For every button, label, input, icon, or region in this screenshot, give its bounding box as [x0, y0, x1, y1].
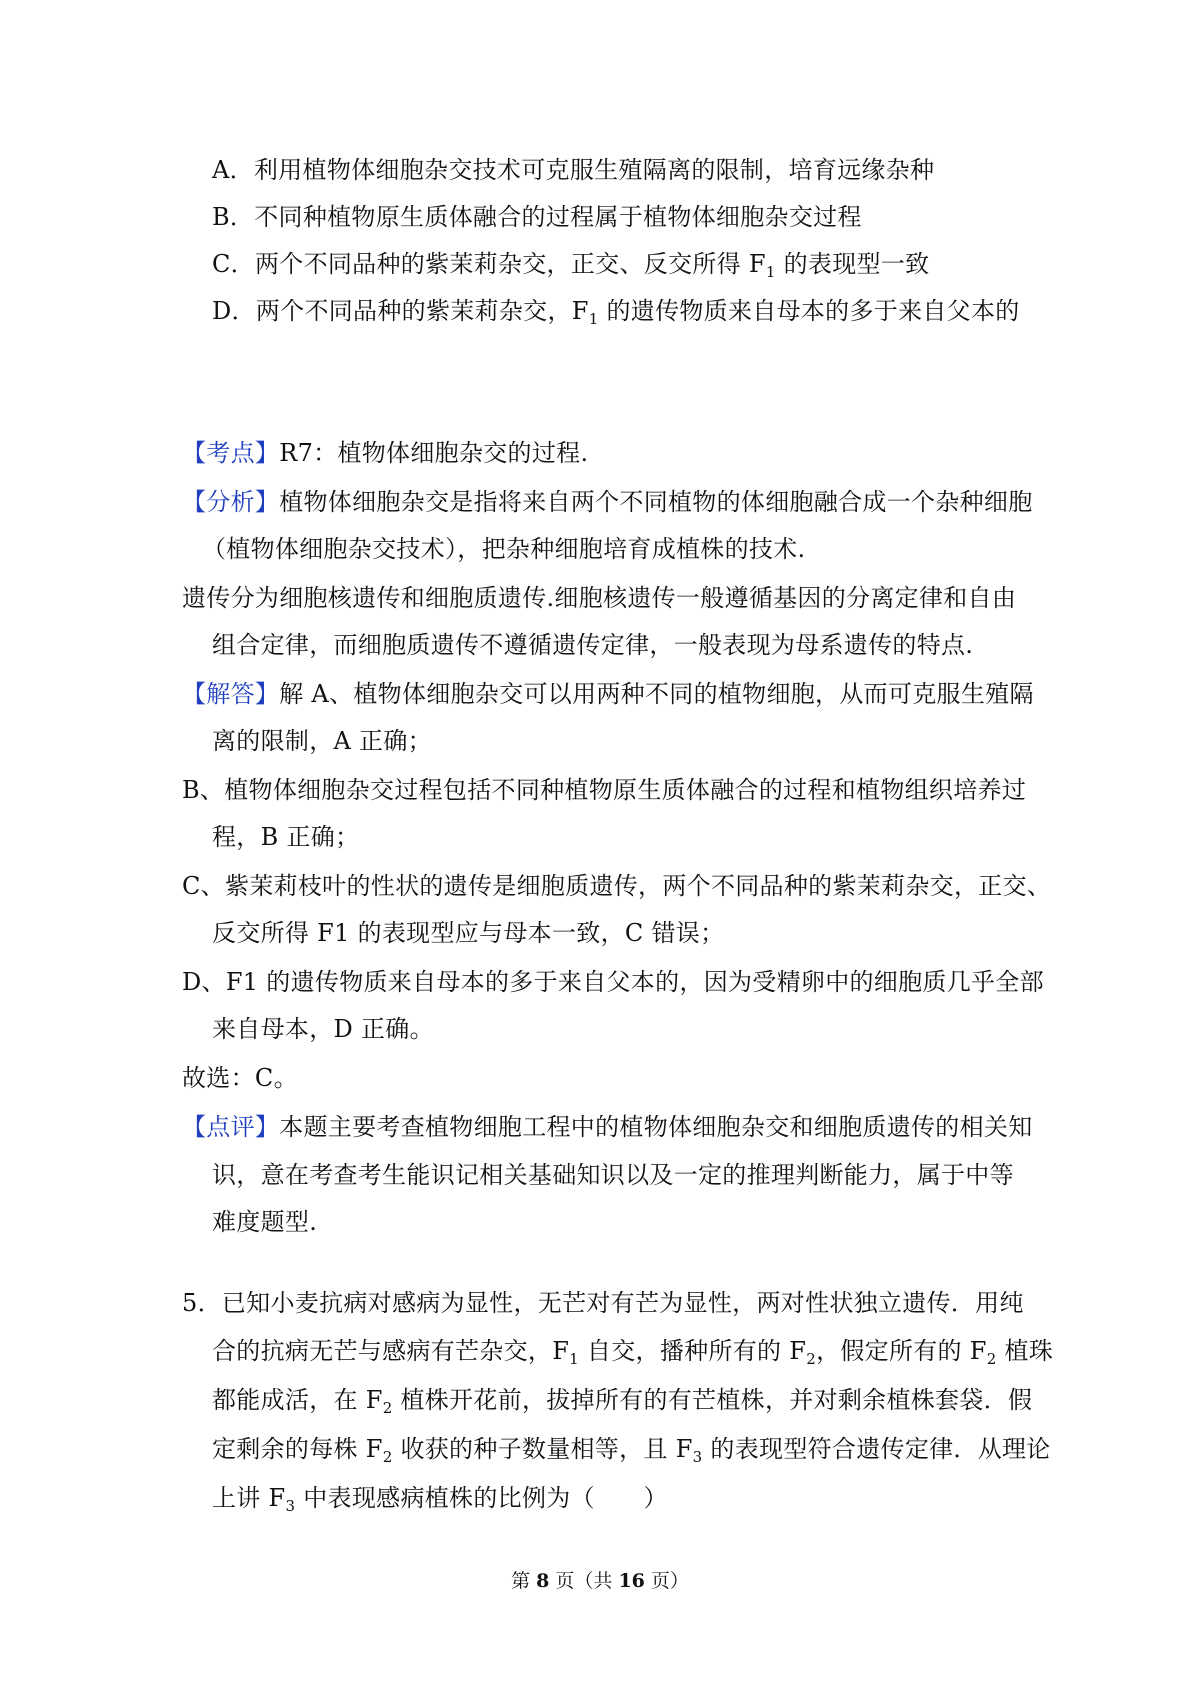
fenxi-line-4: 组合定律，而细胞质遗传不遵循遗传定律，一般表现为母系遗传的特点. [212, 631, 974, 659]
fenxi-line-3: 遗传分为细胞核遗传和细胞质遗传.细胞核遗传一般遵循基因的分离定律和自由 [182, 584, 1017, 612]
fenxi-line-2: （植物体细胞杂交技术），把杂种细胞培育成植株的技术. [202, 535, 806, 563]
q5-line-5: 上讲 $F_3$ 中表现感病植株的比例为（ ） [212, 1484, 668, 1515]
kaodian-line: 【考点】R7：植物体细胞杂交的过程. [182, 439, 589, 467]
page-total: 16 [618, 1570, 645, 1592]
jieda-line-2: 离的限制，A 正确； [212, 727, 432, 755]
q5-line-2: 合的抗病无芒与感病有芒杂交，$F_1$ 自交，播种所有的 $F_2$，假定所有的 $F_2$ 植珠 [212, 1337, 1054, 1368]
page-number: 8 [536, 1570, 550, 1592]
jieda-line-3: B、植物体细胞杂交过程包括不同种植物原生质体融合的过程和植物组织培养过 [182, 776, 1027, 804]
dianping-line-3: 难度题型. [212, 1208, 318, 1236]
q5-line-4: 定剩余的每株 $F_2$ 收获的种子数量相等，且 $F_3$ 的表现型符合遗传定律．从理论 [212, 1435, 1051, 1466]
option-a: A．利用植物体细胞杂交技术可克服生殖隔离的限制，培育远缘杂种 [212, 156, 935, 184]
q5-line-3: 都能成活，在 $F_2$ 植株开花前，拔掉所有的有芒植株，并对剩余植株套袋．假 [212, 1386, 1033, 1417]
option-b: B．不同种植物原生质体融合的过程属于植物体细胞杂交过程 [212, 203, 862, 231]
dianping-line-2: 识，意在考查考生能识记相关基础知识以及一定的推理判断能力，属于中等 [212, 1161, 1014, 1189]
kaodian-tag: 【考点】 [182, 439, 280, 467]
jieda-tag: 【解答】 [182, 680, 280, 708]
option-c: C．两个不同品种的紫茉莉杂交，正交、反交所得 $F_1$ 的表现型一致 [212, 250, 930, 281]
jieda-line-5: C、紫茉莉枝叶的性状的遗传是细胞质遗传，两个不同品种的紫茉莉杂交，正交、 [182, 872, 1052, 900]
fenxi-tag: 【分析】 [182, 488, 280, 516]
page-footer: 第 8 页（共 16 页） [511, 1570, 689, 1592]
dianping-line-1: 【点评】本题主要考查植物细胞工程中的植物体细胞杂交和细胞质遗传的相关知 [182, 1113, 1033, 1141]
jieda-line-6: 反交所得 F1 的表现型应与母本一致，C 错误； [212, 919, 725, 947]
jieda-line-8: 来自母本，D 正确。 [212, 1015, 434, 1043]
dianping-tag: 【点评】 [182, 1113, 280, 1141]
jieda-line-7: D、F1 的遗传物质来自母本的多于来自父本的，因为受精卵中的细胞质几乎全部 [182, 968, 1044, 996]
option-d: D．两个不同品种的紫茉莉杂交，$F_1$ 的遗传物质来自母本的多于来自父本的 [212, 297, 1020, 328]
jieda-line-9: 故选：C。 [182, 1064, 298, 1092]
jieda-line-4: 程，B 正确； [212, 823, 360, 851]
q5-line-1: 5．已知小麦抗病对感病为显性，无芒对有芒为显性，两对性状独立遗传．用纯 [182, 1289, 1024, 1317]
fenxi-line-1: 【分析】植物体细胞杂交是指将来自两个不同植物的体细胞融合成一个杂种细胞 [182, 488, 1033, 516]
jieda-line-1: 【解答】解 A、植物体细胞杂交可以用两种不同的植物细胞，从而可克服生殖隔 [182, 680, 1034, 708]
